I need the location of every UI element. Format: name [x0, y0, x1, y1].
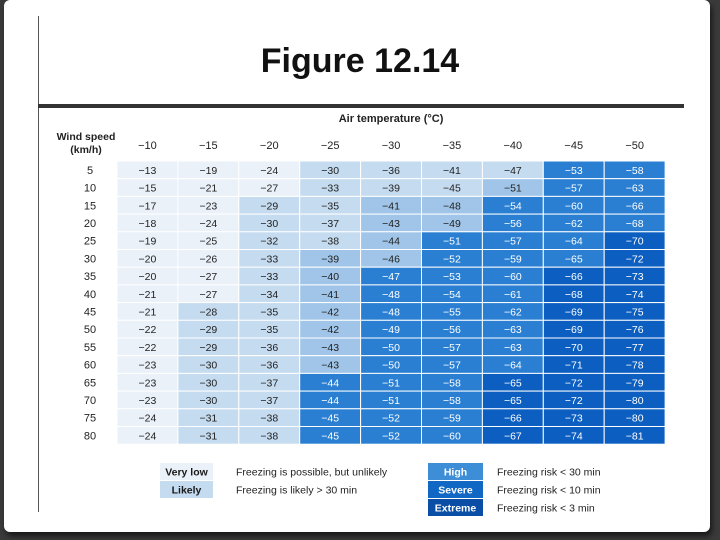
row-label: 25 [83, 235, 97, 248]
table-cell-value: −63 [503, 341, 522, 354]
table-cell-value: −56 [503, 217, 522, 230]
table-cell-value: −68 [625, 217, 644, 230]
column-label: −40 [503, 140, 523, 152]
table-cell-value: −38 [321, 235, 340, 248]
table-cell-value: −21 [138, 288, 157, 301]
table-cell-value: −50 [382, 341, 400, 354]
table-cell-value: −24 [199, 217, 218, 230]
table-cell-value: −53 [443, 271, 461, 284]
table-cell-value: −44 [382, 235, 400, 248]
table-cell-value: −64 [503, 359, 522, 372]
table-cell-value: −49 [382, 324, 400, 337]
table-cell-value: −23 [199, 200, 218, 213]
table-cell-value: −63 [625, 182, 644, 195]
column-label: −30 [381, 140, 401, 152]
table-cell-value: −30 [260, 217, 279, 230]
table-cell-value: −43 [321, 341, 340, 354]
table-cell-value: −69 [564, 306, 583, 319]
table-cell-value: −64 [564, 235, 583, 248]
table-cell-value: −48 [382, 306, 400, 319]
table-cell-value: −51 [503, 182, 522, 195]
table-cell-value: −77 [625, 341, 644, 354]
table-cell-value: −28 [199, 306, 218, 319]
table-cell-value: −58 [443, 377, 461, 390]
table-cell-value: −27 [260, 182, 279, 195]
table-cell-value: −30 [199, 359, 218, 372]
slide-title: Figure 12.14 [260, 42, 460, 80]
row-label: 45 [83, 306, 97, 319]
table-cell-value: −18 [138, 217, 157, 230]
table-cell-value: −23 [138, 359, 157, 372]
table-cell-value: −72 [625, 253, 644, 266]
table-cell-value: −26 [199, 253, 218, 266]
table-cell-value: −62 [564, 217, 583, 230]
legend-label: High [443, 466, 468, 479]
table-cell-value: −23 [138, 377, 157, 390]
table-cell-value: −51 [443, 235, 461, 248]
table-cell-value: −66 [564, 271, 583, 284]
table-cell-value: −75 [625, 306, 644, 319]
table-cell-value: −45 [321, 430, 340, 443]
table-cell-value: −27 [199, 271, 218, 284]
table-cell-value: −35 [321, 200, 340, 213]
table-cell-value: −37 [260, 394, 279, 407]
table-cell-value: −35 [260, 306, 279, 319]
table-cell-value: −30 [199, 377, 218, 390]
table-cell-value: −22 [138, 341, 157, 354]
table-cell-value: −20 [138, 271, 157, 284]
column-label: −35 [442, 140, 462, 152]
legend-description: Freezing risk < 10 min [497, 484, 601, 497]
row-label: 70 [83, 394, 97, 407]
table-cell-value: −43 [321, 359, 340, 372]
table-cell-value: −41 [321, 288, 340, 301]
table-cell-value: −24 [260, 164, 279, 177]
table-cell-value: −27 [199, 288, 218, 301]
row-header-line-2: (km/h) [70, 144, 102, 156]
table-cell-value: −65 [564, 253, 583, 266]
table-cell-value: −62 [503, 306, 522, 319]
table-cell-value: −19 [199, 164, 218, 177]
table-cell-value: −46 [382, 253, 400, 266]
table-cell-value: −63 [503, 324, 522, 337]
table-cell-value: −43 [382, 217, 400, 230]
table-cell-value: −48 [382, 288, 400, 301]
legend-label: Very low [165, 466, 208, 479]
table-cell-value: −44 [321, 377, 340, 390]
table-cell-value: −15 [138, 182, 157, 195]
table-cell-value: −60 [443, 430, 461, 443]
table-cell-value: −36 [260, 359, 279, 372]
table-cell-value: −33 [321, 182, 340, 195]
table-cell-value: −45 [321, 412, 340, 425]
table-cell-value: −73 [625, 271, 644, 284]
table-cell-value: −71 [564, 359, 583, 372]
table-cell-value: −65 [503, 394, 522, 407]
table-cell-value: −66 [503, 412, 522, 425]
table-cell-value: −69 [564, 324, 583, 337]
table-cell-value: −37 [260, 377, 279, 390]
table-cell-value: −41 [382, 200, 400, 213]
table-cell-value: −29 [260, 200, 279, 213]
legend-label: Likely [171, 484, 202, 497]
row-label: 40 [83, 288, 97, 301]
table-cell-value: −23 [138, 394, 157, 407]
table-cell-value: −70 [625, 235, 644, 248]
table-cell-value: −68 [564, 288, 583, 301]
table-cell-value: −57 [443, 341, 461, 354]
table-cell-value: −59 [443, 412, 461, 425]
table-cell-value: −70 [564, 341, 583, 354]
table-cell-value: −42 [321, 306, 340, 319]
table-cell-value: −24 [138, 412, 157, 425]
row-label: 55 [83, 341, 97, 354]
table-cell-value: −58 [625, 164, 644, 177]
legend-description: Freezing risk < 3 min [497, 502, 595, 515]
table-cell-value: −76 [625, 324, 644, 337]
table-cell-value: −53 [564, 164, 583, 177]
table-cell-value: −36 [382, 164, 400, 177]
table-cell-value: −51 [382, 394, 400, 407]
table-cell-value: −34 [260, 288, 279, 301]
table-cell-value: −44 [321, 394, 340, 407]
table-cell-value: −52 [382, 412, 400, 425]
table-cell-value: −72 [564, 377, 583, 390]
table-cell-value: −55 [443, 306, 461, 319]
legend-label: Severe [438, 484, 473, 497]
table-cell-value: −47 [382, 271, 400, 284]
row-label: 15 [83, 200, 97, 213]
legend-description: Freezing is possible, but unlikely [236, 466, 388, 479]
table-cell-value: −38 [260, 412, 279, 425]
table-cell-value: −31 [199, 412, 218, 425]
table-cell-value: −74 [564, 430, 583, 443]
table-cell-value: −52 [382, 430, 400, 443]
table-cell-value: −32 [260, 235, 279, 248]
column-label: −20 [259, 140, 279, 152]
table-cell-value: −65 [503, 377, 522, 390]
table-cell-value: −56 [443, 324, 461, 337]
table-cell-value: −60 [564, 200, 583, 213]
row-label: 10 [83, 182, 97, 195]
table-cell-value: −24 [138, 430, 157, 443]
table-cell-value: −57 [503, 235, 522, 248]
row-label: 65 [83, 377, 97, 390]
column-label: −50 [625, 140, 644, 152]
table-cell-value: −38 [260, 430, 279, 443]
column-label: −45 [564, 140, 584, 152]
column-label: −10 [138, 140, 157, 152]
column-label: −15 [199, 140, 218, 152]
table-cell-value: −41 [443, 164, 461, 177]
row-label: 5 [86, 164, 94, 177]
table-cell-value: −58 [443, 394, 461, 407]
table-cell-value: −52 [443, 253, 461, 266]
row-label: 50 [83, 324, 97, 337]
table-cell-value: −50 [382, 359, 400, 372]
table-cell-value: −57 [564, 182, 583, 195]
table-cell-value: −57 [443, 359, 461, 372]
table-cell-value: −74 [625, 288, 644, 301]
table-cell-value: −13 [138, 164, 157, 177]
table-cell-value: −30 [199, 394, 218, 407]
table-cell-value: −21 [199, 182, 218, 195]
table-cell-value: −30 [321, 164, 340, 177]
table-cell-value: −78 [625, 359, 644, 372]
table-cell-value: −61 [503, 288, 522, 301]
table-cell-value: −31 [199, 430, 218, 443]
table-cell-value: −48 [443, 200, 461, 213]
table-cell-value: −33 [260, 253, 279, 266]
table-cell-value: −39 [321, 253, 340, 266]
column-label: −25 [320, 140, 340, 152]
table-cell-value: −54 [443, 288, 461, 301]
row-label: 35 [83, 271, 97, 284]
table-cell-value: −67 [503, 430, 522, 443]
table-cell-value: −40 [321, 271, 340, 284]
table-cell-value: −20 [138, 253, 157, 266]
table-cell-value: −49 [443, 217, 461, 230]
table-cell-value: −45 [443, 182, 461, 195]
table-cell-value: −72 [564, 394, 583, 407]
row-header-line-1: Wind speed [56, 131, 116, 143]
table-cell-value: −81 [625, 430, 644, 443]
table-cell-value: −33 [260, 271, 279, 284]
table-cell-value: −21 [138, 306, 157, 319]
table-cell-value: −37 [321, 217, 340, 230]
table-cell-value: −17 [138, 200, 157, 213]
legend-label: Extreme [434, 502, 477, 515]
table-cell-value: −29 [199, 341, 218, 354]
table-cell-value: −36 [260, 341, 279, 354]
row-label: 80 [83, 430, 97, 443]
table-cell-value: −51 [382, 377, 400, 390]
table-cell-value: −60 [503, 271, 522, 284]
table-cell-value: −59 [503, 253, 522, 266]
table-cell-value: −39 [382, 182, 400, 195]
table-cell-value: −35 [260, 324, 279, 337]
table-cell-value: −42 [321, 324, 340, 337]
row-label: 75 [83, 412, 97, 425]
row-label: 30 [83, 253, 97, 266]
row-label: 60 [83, 359, 97, 372]
row-label: 20 [83, 217, 97, 230]
table-cell-value: −73 [564, 412, 583, 425]
table-cell-value: −25 [199, 235, 218, 248]
table-cell-value: −29 [199, 324, 218, 337]
legend-description: Freezing risk < 30 min [497, 466, 601, 479]
table-cell-value: −66 [625, 200, 644, 213]
table-cell-value: −19 [138, 235, 157, 248]
table-cell-value: −80 [625, 412, 644, 425]
table-cell-value: −54 [503, 200, 522, 213]
table-cell-value: −80 [625, 394, 644, 407]
column-group-header: Air temperature (°C) [338, 113, 444, 125]
table-cell-value: −79 [625, 377, 644, 390]
legend-description: Freezing is likely > 30 min [236, 484, 358, 497]
table-cell-value: −22 [138, 324, 157, 337]
table-cell-value: −47 [503, 164, 522, 177]
